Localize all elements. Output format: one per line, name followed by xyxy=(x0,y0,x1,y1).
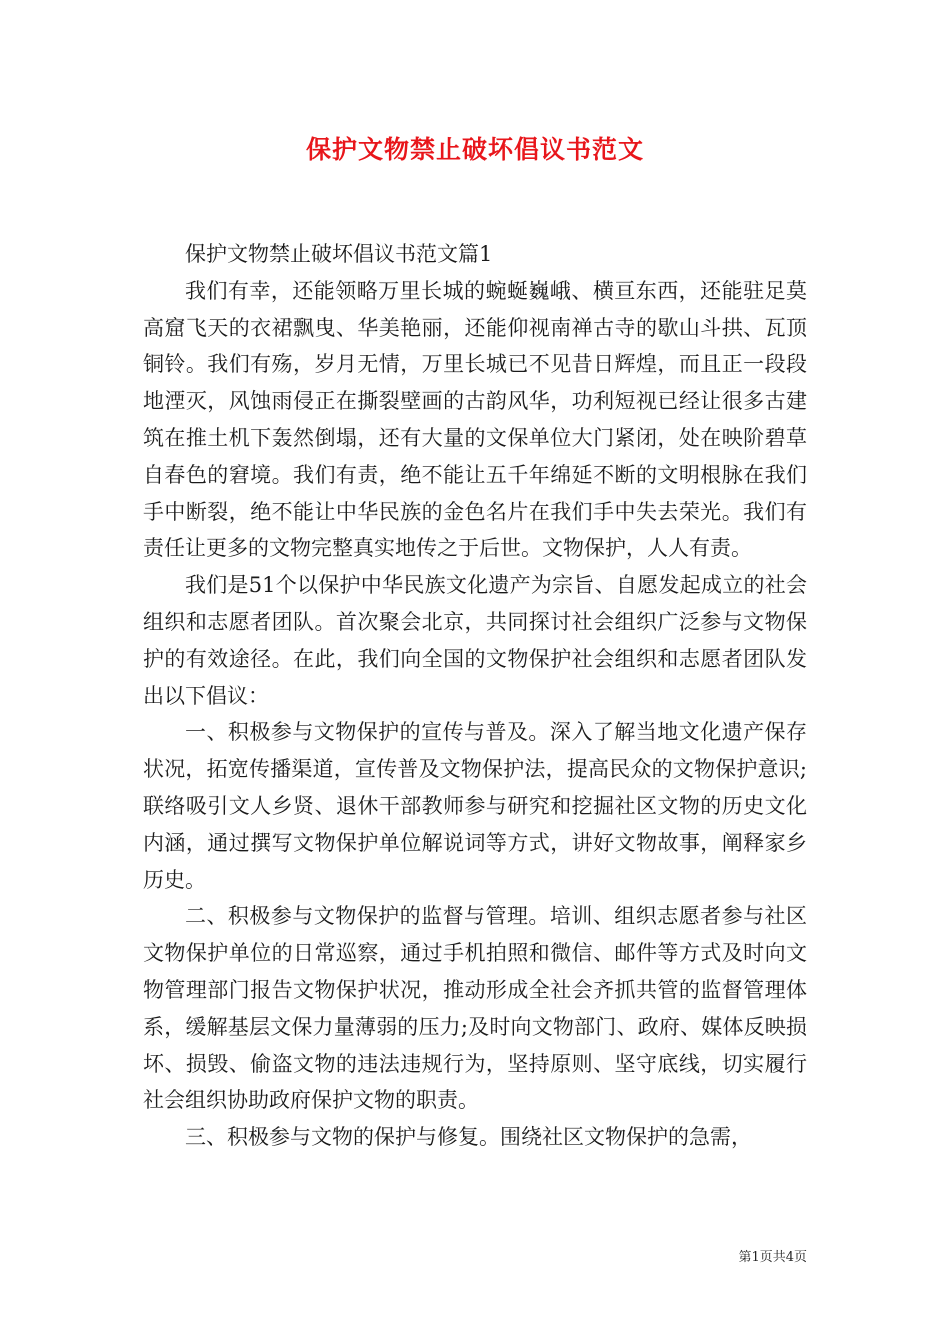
page-number: 第1页共4页 xyxy=(738,1250,807,1265)
section-heading: 保护文物禁止破坏倡议书范文篇1 xyxy=(185,242,493,266)
paragraph: 二、积极参与文物保护的监督与管理。培训、组织志愿者参与社区文物保护单位的日常巡察，通过手机拍照和微信、邮件等方式及时向文物管理部门报告文物保护状况，推动形成全社会齐抓共管的监督管理体系，缓解基层文保力量薄弱的压力;及时向文物部门、政府、媒体反映损坏、损毁、偷盗文物的违法违规行为，坚持原则、坚守底线，切实履行社会组织协助政府保护文物的职责。 xyxy=(143,904,807,1113)
paragraph: 三、积极参与文物的保护与修复。围绕社区文物保护的急需， xyxy=(185,1125,752,1150)
paragraph: 一、积极参与文物保护的宣传与普及。深入了解当地文化遗产保存状况，拓宽传播渠道，宣传普及文物保护法，提高民众的文物保护意识;联络吸引文人乡贤、退休干部教师参与研究和挖掘社区文物的历史文化内涵，通过撰写文物保护单位解说词等方式，讲好文物故事，阐释家乡历史。 xyxy=(143,720,807,892)
document-title: 保护文物禁止破坏倡议书范文 xyxy=(305,135,644,164)
paragraph: 我们有幸，还能领略万里长城的蜿蜒巍峨、横亘东西，还能驻足莫高窟飞天的衣裙飘曳、华美艳丽，还能仰视南禅古寺的歇山斗拱、瓦顶铜铃。我们有殇，岁月无情，万里长城已不见昔日辉煌，而且正一段段地湮灭，风蚀雨侵正在撕裂壁画的古韵风华，功利短视已经让很多古建筑在推土机下轰然倒塌，还有大量的文保单位大门紧闭，处在映阶碧草自春色的窘境。我们有责，绝不能让五千年绵延不断的文明根脉在我们手中断裂，绝不能让中华民族的金色名片在我们手中失去荣光。我们有责任让更多的文物完整真实地传之于后世。文物保护，人人有责。 xyxy=(143,278,807,561)
paragraph: 我们是51个以保护中华民族文化遗产为宗旨、自愿发起成立的社会组织和志愿者团队。首次聚会北京，共同探讨社会组织广泛参与文物保护的有效途径。在此，我们向全国的文物保护社会组织和志愿者团队发出以下倡议： xyxy=(143,573,807,708)
document-body xyxy=(143,236,807,1156)
